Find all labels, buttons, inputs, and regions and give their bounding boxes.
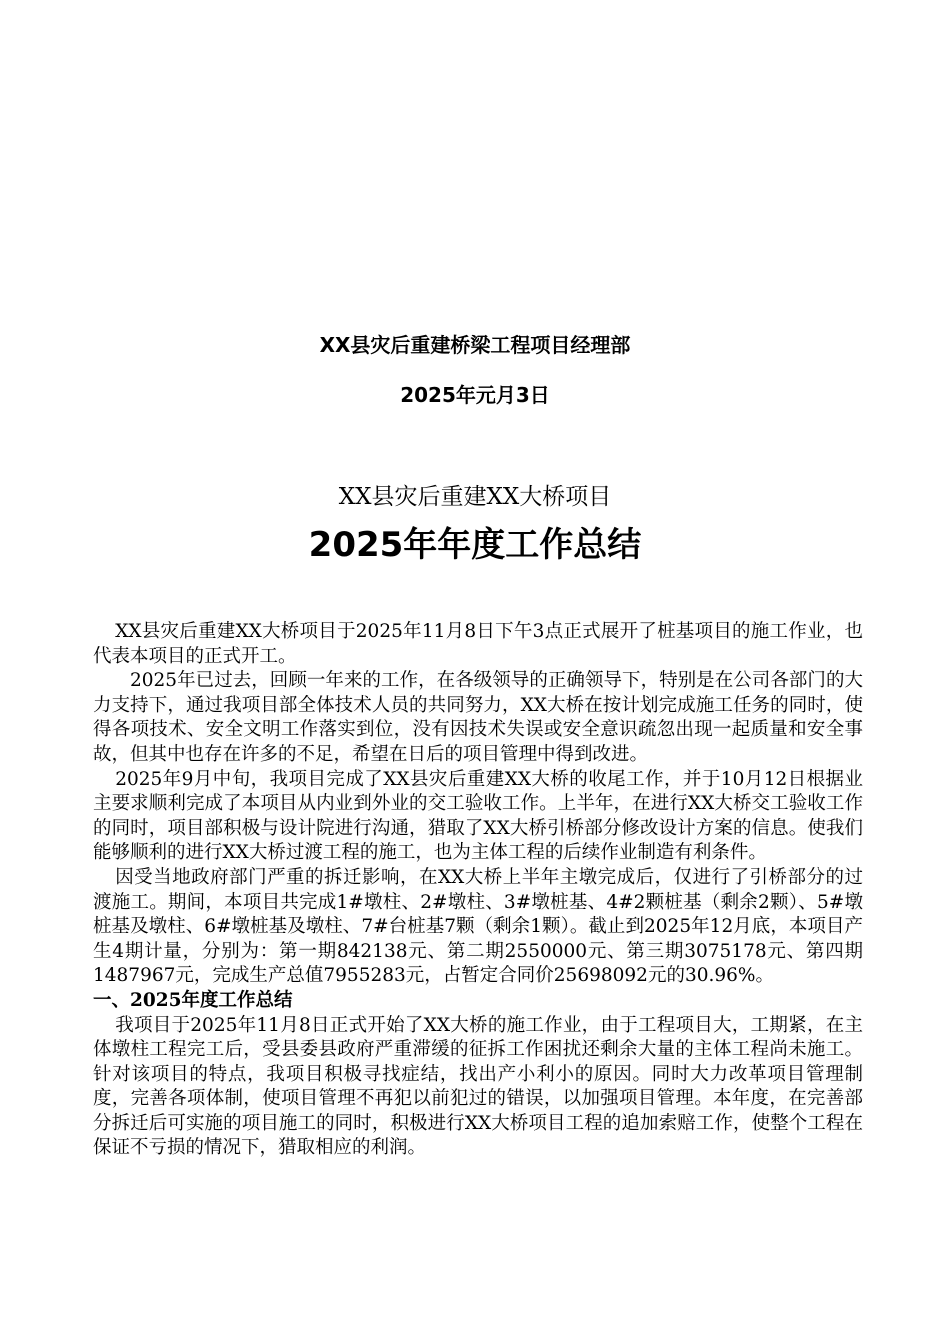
document-title: 2025年年度工作总结 bbox=[308, 525, 642, 565]
paragraph: 2025年9月中旬，我项目完成了XX县灾后重建XX大桥的收尾工作，并于10月12日根据业主要求顺利完成了本项目从内业到外业的交工验收工作。上半年，在进行XX大桥交工验收工作的同时，项目部积极与设计院进行沟通，猎取了XX大桥引桥部分修改设计方案的信息。使我们能够顺利的进行XX大桥过渡工程的施工，也为主体工程的后续作业制造有利条件。 bbox=[93, 768, 863, 864]
paragraph: 2025年已过去，回顾一年来的工作，在各级领导的正确领导下，特别是在公司各部门的大力支持下，通过我项目部全体技术人员的共同努力，XX大桥在按计划完成施工任务的同时，使得各项技术、安全文明工作落实到位，没有因技术失误或安全意识疏忽出现一起质量和安全事故，但其中也存在许多的不足，希望在日后的项目管理中得到改进。 bbox=[93, 670, 863, 765]
document-date: 2025年元月3日 bbox=[400, 383, 550, 407]
paragraph: XX县灾后重建XX大桥项目于2025年11月8日下午3点正式展开了桩基项目的施工作业，也代表本项目的正式开工。 bbox=[93, 621, 863, 667]
document-subtitle: XX县灾后重建XX大桥项目 bbox=[338, 484, 612, 510]
paragraph: 我项目于2025年11月8日正式开始了XX大桥的施工作业，由于工程项目大，工期紧，在主体墩柱工程完工后，受县委县政府严重滞缓的征拆工作困扰还剩余大量的主体工程尚未施工。针对该项目的特点，我项目积极寻找症结，找出产小利小的原因。同时大力改革项目管理制度，完善各项体制，使项目管理不再犯以前犯过的错误，以加强项目管理。本年度，在完善部分拆迁后可实施的项目施工的同时，积极进行XX大桥项目工程的追加索赔工作，使整个工程在保证不亏损的情况下，猎取相应的利润。 bbox=[93, 1014, 863, 1159]
body-text bbox=[93, 620, 863, 1161]
section-heading: 一、2025年度工作总结 bbox=[93, 989, 293, 1011]
organization-name: XX县灾后重建桥梁工程项目经理部 bbox=[319, 333, 631, 357]
paragraph: 因受当地政府部门严重的拆迁影响，在XX大桥上半年主墩完成后，仅进行了引桥部分的过渡施工。期间，本项目共完成1#墩柱、2#墩柱、3#墩桩基、4#2颗桩基（剩余2颗）、5#墩桩基及墩柱、6#墩桩基及墩柱、7#台桩基7颗（剩余1颗）。截止到2025年12月底，本项目产生4期计量，分别为：第一期842138元、第二期2550000元、第三期3075178元、第四期1487967元，完成生产总值7955283元，占暂定合同价25698092元的30.96%。 bbox=[93, 866, 863, 987]
